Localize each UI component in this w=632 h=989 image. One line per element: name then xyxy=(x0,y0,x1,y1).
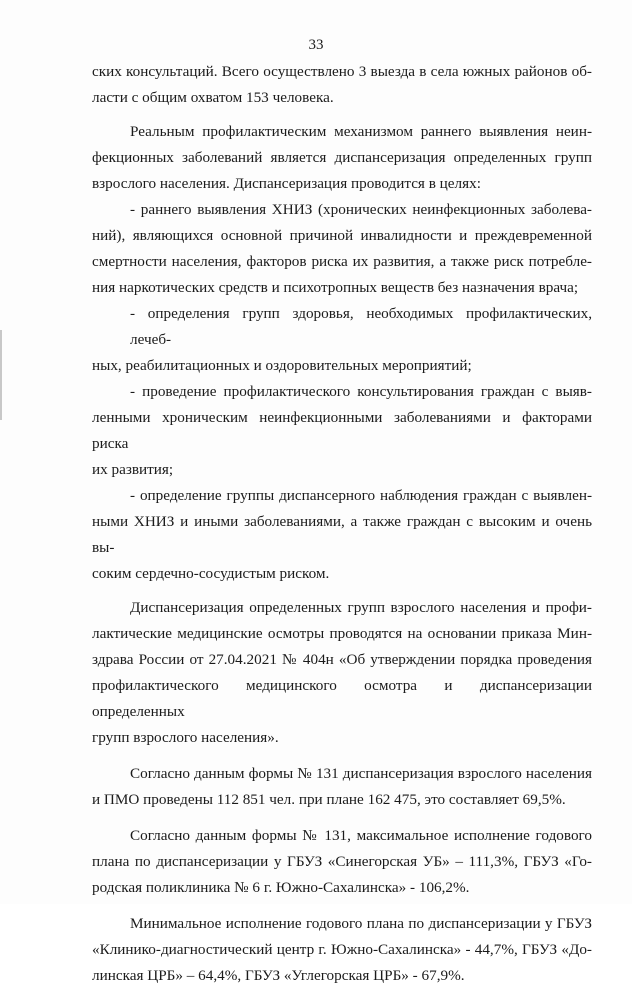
text-line: ния наркотических средств и психотропных веществ без назначения врача; xyxy=(92,279,579,296)
text-line: взрослого населения. Диспансеризация проводится в целях: xyxy=(92,175,481,192)
text-line: фекционных заболеваний является диспансеризация определенных групп xyxy=(92,149,592,166)
text-line: «Клинико-диагностический центр г. Южно-Сахалинска» - 44,7%, ГБУЗ «До- xyxy=(92,941,592,958)
page-number: 33 xyxy=(308,37,324,53)
text-line: групп взрослого населения». xyxy=(92,729,279,746)
text-line: ний), являющихся основной причиной инвалидности и преждевременной xyxy=(92,227,592,244)
text-line: Согласно данным формы № 131, максимальное исполнение годового xyxy=(130,827,592,844)
text-line: - определение группы диспансерного наблюдения граждан с выявлен- xyxy=(130,487,592,504)
text-line: соким сердечно-сосудистым риском. xyxy=(92,565,330,582)
text-line: профилактического медицинского осмотра и диспансеризации определенных xyxy=(92,677,592,720)
text-line: Согласно данным формы № 131 диспансеризация взрослого населения xyxy=(130,765,592,782)
text-line: родская поликлиника № 6 г. Южно-Сахалинска» - 106,2%. xyxy=(92,879,470,896)
text-line: ными ХНИЗ и иными заболеваниями, а также граждан с высоким и очень вы- xyxy=(92,513,592,556)
text-line: - определения групп здоровья, необходимых профилактических, лечеб- xyxy=(130,305,592,348)
text-line: ных, реабилитационных и оздоровительных мероприятий; xyxy=(92,357,472,374)
text-line: ласти с общим охватом 153 человека. xyxy=(92,89,334,106)
text-line: их развития; xyxy=(92,461,174,478)
text-line: Диспансеризация определенных групп взрослого населения и профи- xyxy=(130,599,592,616)
text-line: ских консультаций. Всего осуществлено 3 выезда в села южных районов об- xyxy=(92,63,592,80)
text-line: плана по диспансеризации у ГБУЗ «Синегорская УБ» – 111,3%, ГБУЗ «Го- xyxy=(92,853,592,870)
text-line: линская ЦРБ» – 64,4%, ГБУЗ «Углегорская ЦРБ» - 67,9%. xyxy=(92,967,465,984)
text-line: Реальным профилактическим механизмом раннего выявления неин- xyxy=(130,123,592,140)
text-line: - раннего выявления ХНИЗ (хронических неинфекционных заболева- xyxy=(130,201,592,218)
text-line: лактические медицинские осмотры проводятся на основании приказа Мин- xyxy=(92,625,592,642)
text-line: - проведение профилактического консультирования граждан с выяв- xyxy=(130,383,592,400)
text-line: смертности населения, факторов риска их развития, а также риск потребле- xyxy=(92,253,592,270)
text-line: и ПМО проведены 112 851 чел. при плане 162 475, это составляет 69,5%. xyxy=(92,791,566,808)
text-line: ленными хроническим неинфекционными заболеваниями и факторами риска xyxy=(92,409,592,452)
scan-edge-mark xyxy=(0,330,2,420)
text-line: Минимальное исполнение годового плана по диспансеризации у ГБУЗ xyxy=(130,915,592,932)
text-line: здрава России от 27.04.2021 № 404н «Об утверждении порядка проведения xyxy=(92,651,592,668)
body-text xyxy=(92,59,592,989)
